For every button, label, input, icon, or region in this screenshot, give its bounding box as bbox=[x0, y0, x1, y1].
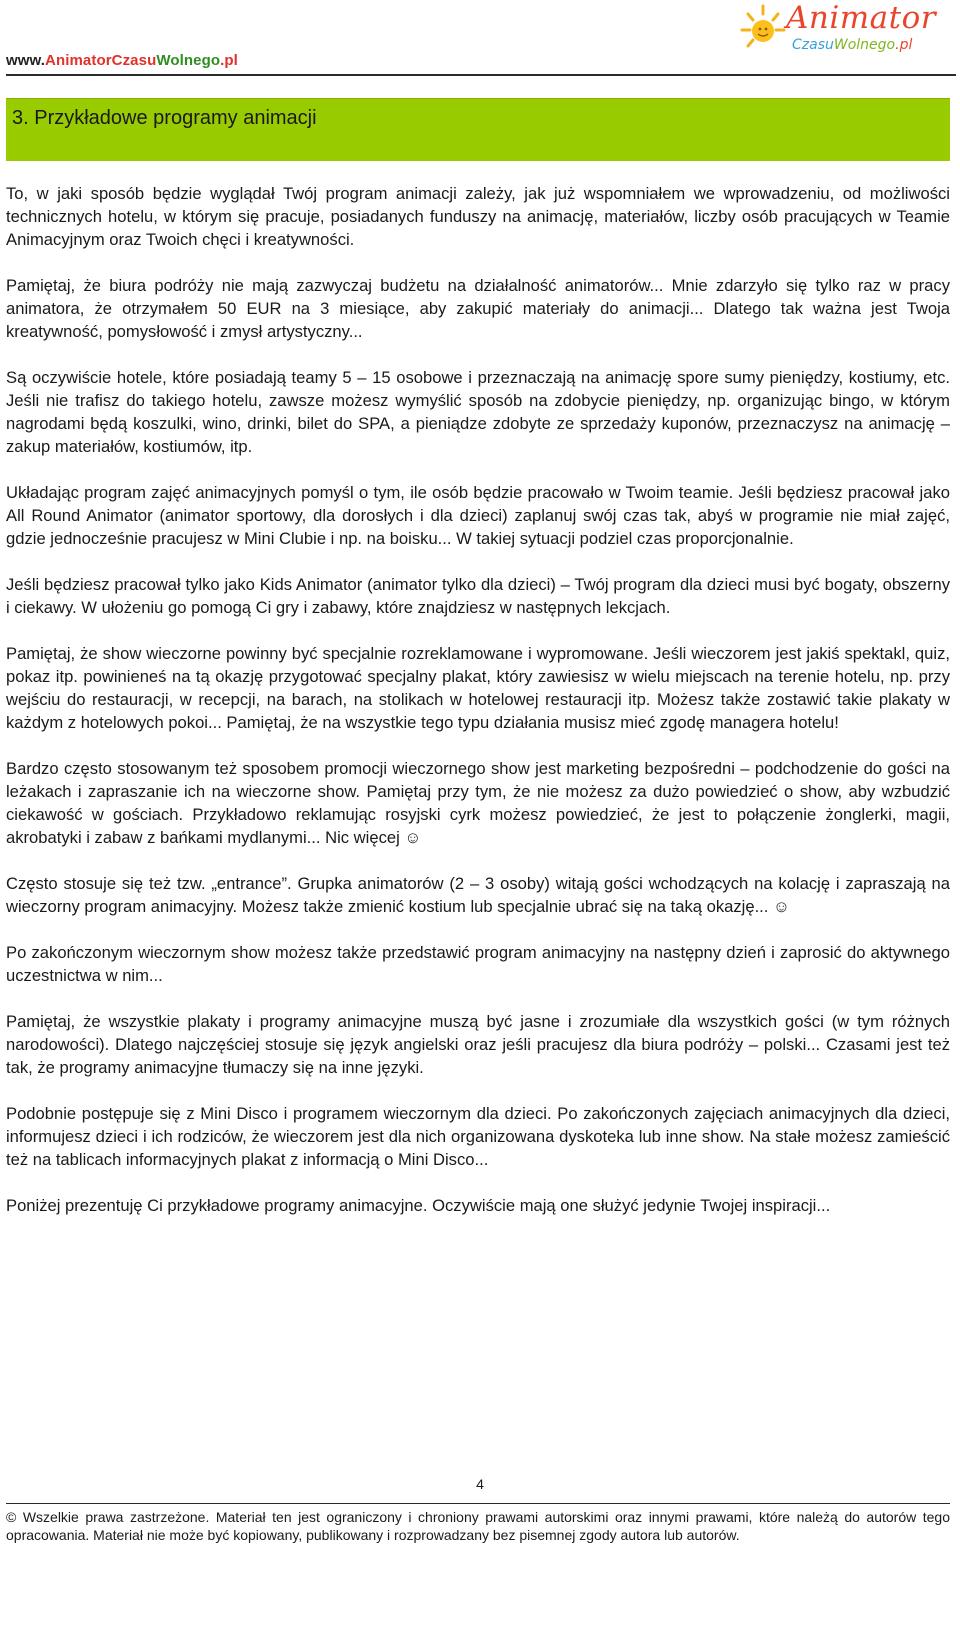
logo-word: Animator bbox=[786, 0, 937, 36]
site-url-suffix: .pl bbox=[220, 52, 238, 69]
section-title: 3. Przykładowe programy animacji bbox=[12, 107, 317, 129]
paragraph-5: Jeśli będziesz pracował tylko jako Kids Animator (animator tylko dla dzieci) – Twój program dla dzieci musi być bogaty, obszerny i ciekawy. W ułożeniu go pomogą Ci gry i zabawy, które znajdziesz w następnych lekcjach. bbox=[6, 575, 950, 617]
page-header bbox=[6, 0, 956, 80]
site-url-prefix: www. bbox=[6, 52, 46, 69]
paragraph-10: Pamiętaj, że wszystkie plakaty i programy animacyjne muszą być jasne i zrozumiałe dla wszystkich gości (w tym różnych narodowości). Dlatego najczęściej stosuje się język angielski oraz jeśli pracujesz dla biura podróży – polski... Czasami jest też tak, że programy animacyjne tłumaczy się na inne języki. bbox=[6, 1012, 950, 1077]
paragraph-3: Są oczywiście hotele, które posiadają teamy 5 – 15 osobowe i przeznaczają na animację spore sumy pieniędzy, kostiumy, etc. Jeśli nie trafisz do takiego hotelu, zawsze możesz wymyślić sposób na zdobycie pieniędzy, np. organizując bingo, w którym nagrodami będą koszulki, wino, drinki, bilet do SPA, a pieniądze zdobyte ze sprzedaży kuponów, przeznaczysz na animację – zakup materiałów, kostiumów, itp. bbox=[6, 368, 950, 456]
site-url[interactable] bbox=[6, 52, 238, 69]
copyright-notice: © Wszelkie prawa zastrzeżone. Materiał ten jest ograniczony i chroniony prawami autorskimi oraz innymi prawami, które należą do autorów tego opracowania. Materiał nie może być kopiowany, publikowany i rozprowadzany bez pisemnej zgody autora lub autorów. bbox=[6, 1509, 950, 1543]
brand-logo bbox=[740, 0, 937, 60]
page-number: 4 bbox=[476, 1476, 484, 1492]
paragraph-7: Bardzo często stosowanym też sposobem promocji wieczornego show jest marketing bezpośredni – podchodzenie do gości na leżakach i zapraszanie ich na wieczorne show. Pamiętaj przy tym, że nie możesz za dużo powiedzieć o show, aby wzbudzić ciekawość w gościach. Przykładowo reklamując rosyjski cyrk możesz powiedzieć, że jest to połączenie żonglerki, magii, akrobatyki i zabaw z bańkami mydlanymi... Nic więcej ☺ bbox=[6, 759, 950, 847]
paragraph-1: To, w jaki sposób będzie wyglądał Twój program animacji zależy, jak już wspomniałem we wprowadzeniu, od możliwości technicznych hotelu, w którym się pracuje, posiadanych funduszy na animację, materiałów, liczby osób pracujących w Teamie Animacyjnym oraz Twoich chęci i kreatywności. bbox=[6, 184, 950, 249]
paragraph-9: Po zakończonym wieczornym show możesz także przedstawić program animacyjny na następny dzień i zaprosić do aktywnego uczestnictwa w nim... bbox=[6, 943, 950, 985]
section-banner bbox=[6, 98, 950, 161]
footer-divider bbox=[6, 1503, 950, 1504]
document-body bbox=[6, 182, 950, 1240]
paragraph-6: Pamiętaj, że show wieczorne powinny być specjalnie rozreklamowane i wypromowane. Jeśli wieczorem jest jakiś spektakl, quiz, pokaz itp. powinieneś na tą okazję przygotować specjalny plakat, który zawiesisz w wielu miejscach na terenie hotelu, np. przy wejściu do restauracji, w recepcji, na barach, na stolikach w hotelowej restauracji itp. Możesz także zostawić takie plakaty w każdym z hotelowych pokoi... Pamiętaj, że na wszystkie tego typu działania musisz mieć zgodę managera hotelu! bbox=[6, 644, 950, 732]
paragraph-11: Podobnie postępuje się z Mini Disco i programem wieczornym dla dzieci. Po zakończonych zajęciach animacyjnych dla dzieci, informujesz dzieci i ich rodziców, że wieczorem jest dla nich organizowana dyskoteka lub inne show. Na stałe możesz zamieścić też na tablicach informacyjnych plakat z informacją o Mini Disco... bbox=[6, 1104, 950, 1169]
site-url-part-green: Wolnego bbox=[156, 52, 221, 69]
paragraph-4: Układając program zajęć animacyjnych pomyśl o tym, ile osób będzie pracowało w Twoim teamie. Jeśli będziesz pracował jako All Round Animator (animator sportowy, dla dorosłych i dla dzieci) zaplanuj swój czas tak, abyś w programie nie miał zajęć, gdzie jednocześnie pracujesz w Mini Clubie i np. na boisku... W takiej sytuacji podziel czas proporcjonalnie. bbox=[6, 483, 950, 548]
header-divider bbox=[6, 74, 956, 76]
logo-sub-czasu: Czasu bbox=[792, 37, 834, 53]
paragraph-8: Często stosuje się też tzw. „entrance”. Grupka animatorów (2 – 3 osoby) witają gości wchodzących na kolację i zapraszają na wieczorny program animacyjny. Możesz także zmienić kostium lub specjalnie ubrać się na taką okazję... ☺ bbox=[6, 874, 950, 916]
site-url-part-red: AnimatorCzasu bbox=[45, 52, 157, 69]
paragraph-12: Poniżej prezentuję Ci przykładowe programy animacyjne. Oczywiście mają one służyć jedynie Twojej inspiracji... bbox=[6, 1196, 831, 1215]
paragraph-2: Pamiętaj, że biura podróży nie mają zazwyczaj budżetu na działalność animatorów... Mnie zdarzyło się tylko raz w pracy animatora, że otrzymałem 50 EUR na 3 miesiące, aby zakupić materiały do animacji... Dlatego tak ważna jest Twoja kreatywność, pomysłowość i zmysł artystyczny... bbox=[6, 276, 950, 341]
logo-sub-pl: .pl bbox=[895, 37, 913, 53]
logo-subword bbox=[792, 37, 912, 53]
logo-sub-wolnego: Wolnego bbox=[833, 37, 896, 53]
sun-icon bbox=[740, 2, 786, 52]
